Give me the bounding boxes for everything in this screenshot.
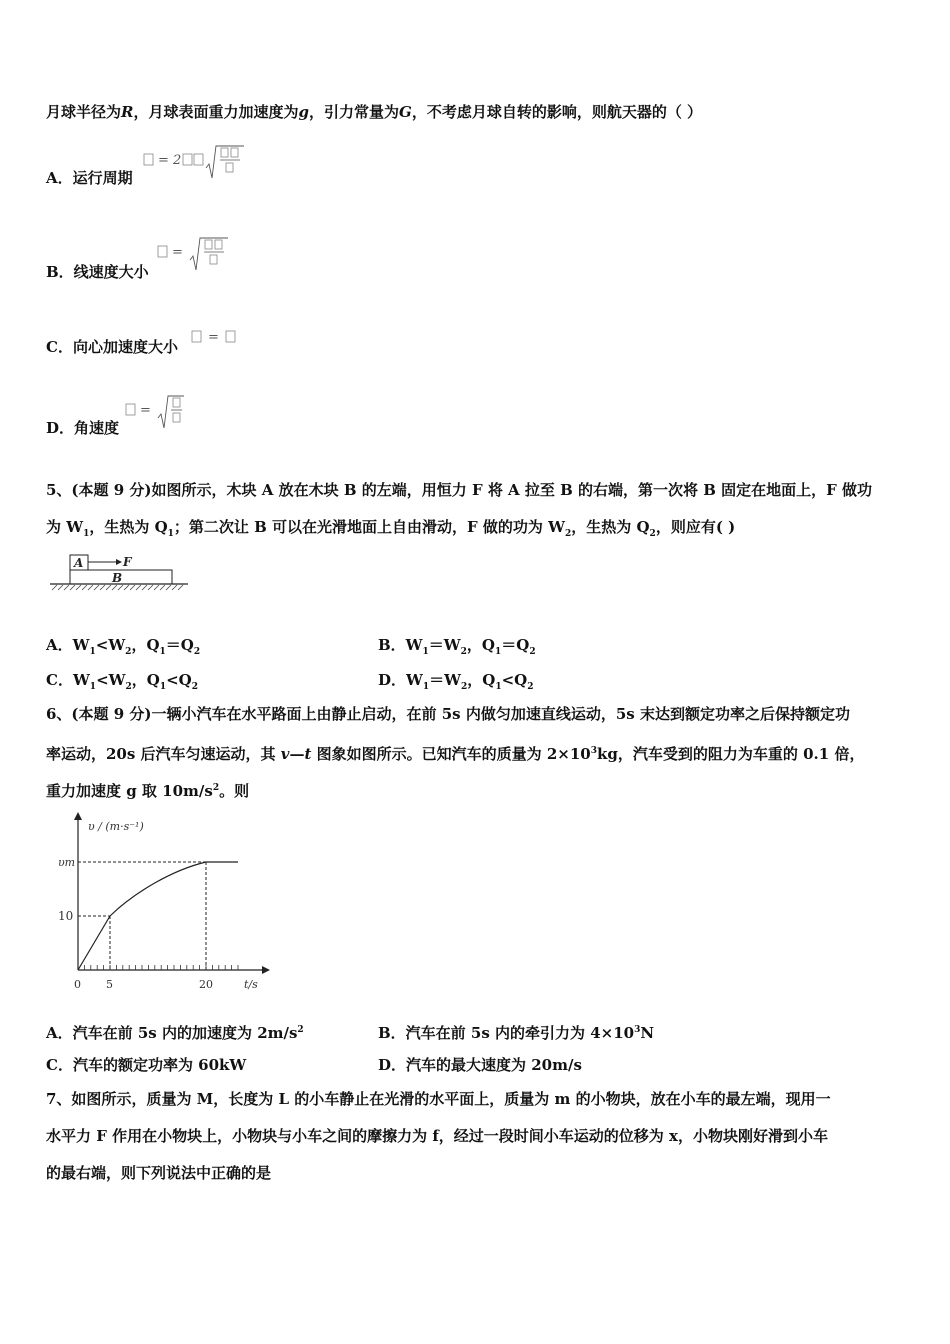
q6-option-c: C．汽车的额定功率为 60kW: [46, 1056, 247, 1074]
svg-text:=: =: [172, 245, 183, 260]
q5-option-a: A．$W_1<W_2$，$Q_1=Q_2$: [46, 636, 201, 657]
q4-formula-a: [142, 142, 252, 190]
y-tick-vm: υm: [58, 856, 76, 869]
svg-text:B: B: [112, 571, 123, 585]
q6-stem-line1: 6、(本题 9 分)一辆小汽车在水平路面上由静止启动，在前 5s 内做匀加速直线运动，5s 末达到额定功率之后保持额定功: [46, 705, 850, 723]
svg-text:2: 2: [173, 153, 182, 168]
q6-option-b: B．汽车在前 5s 内的牵引力为 $4\times 10^3N$: [378, 1024, 655, 1042]
q4-stem: 月球半径为R，月球表面重力加速度为g，引力常量为G，不考虑月球自转的影响，则航天器的（ ）: [46, 103, 703, 121]
q4-formula-b: [156, 234, 236, 282]
svg-text:=: =: [208, 330, 219, 345]
q7-stem-line1: 7、如图所示，质量为 M，长度为 L 的小车静止在光滑的水平面上，质量为 m 的小物块，放在小车的最左端，现用一: [46, 1090, 831, 1108]
x-tick-5: 5: [106, 978, 113, 991]
x-tick-0: 0: [74, 978, 81, 991]
q6-option-d: D．汽车的最大速度为 20m/s: [378, 1056, 582, 1074]
svg-text:=: =: [158, 153, 169, 168]
q5-figure-blocks: [48, 550, 193, 600]
q6-vt-chart: [50, 812, 290, 1006]
q6-option-a: A．汽车在前 5s 内的加速度为 $2m/s^2$: [46, 1024, 304, 1042]
q4-formula-d: [124, 392, 194, 440]
x-axis-arrow: [262, 966, 270, 974]
q7-stem-line3: 的最右端，则下列说法中正确的是: [46, 1164, 272, 1182]
y-axis-arrow: [74, 812, 82, 820]
svg-text:A: A: [74, 556, 84, 570]
x-tick-20: 20: [199, 978, 213, 991]
q5-stem-line1: 5、(本题 9 分)如图所示，木块 A 放在木块 B 的左端，用恒力 F 将 A 拉至 B 的右端，第一次将 B 固定在地面上，F 做功: [46, 481, 873, 499]
q5-option-b: B．$W_1=W_2$，$Q_1=Q_2$: [378, 636, 536, 657]
q4-option-d: D．角速度: [46, 419, 120, 437]
vt-series-line: [78, 862, 238, 970]
q6-stem-line3: 重力加速度 g 取 $10m/s^2$。则: [46, 782, 250, 800]
q4-formula-c: [190, 325, 246, 353]
svg-text:F: F: [123, 555, 132, 569]
q4-option-b: B．线速度大小: [46, 263, 149, 281]
q5-stem-line2: 为 $W_1$，生热为 $Q_1$；第二次让 B 可以在光滑地面上自由滑动，F 做的功为 $W_2$，生热为 $Q_2$，则应有( ): [46, 518, 736, 539]
q6-stem-line2: 率运动，20s 后汽车匀速运动，其 v—t 图象如图所示。已知汽车的质量为 $2\times 10^3kg$，汽车受到的阻力为车重的 0.1 倍，: [46, 745, 865, 763]
q7-stem-line2: 水平力 F 作用在小物块上，小物块与小车之间的摩擦力为 f，经过一段时间小车运动的位移为 x，小物块刚好滑到小车: [46, 1127, 828, 1145]
y-tick-10: 10: [58, 909, 74, 923]
q5-option-d: D．$W_1=W_2$，$Q_1<Q_2$: [378, 671, 534, 692]
q4-option-a: A．运行周期: [46, 169, 133, 187]
x-axis-label: t/s: [244, 978, 258, 991]
q4-option-c: C．向心加速度大小: [46, 338, 178, 356]
q5-option-c: C．$W_1<W_2$，$Q_1<Q_2$: [46, 671, 198, 692]
y-axis-label: υ / (m·s⁻¹): [88, 820, 144, 833]
svg-text:=: =: [140, 403, 151, 418]
